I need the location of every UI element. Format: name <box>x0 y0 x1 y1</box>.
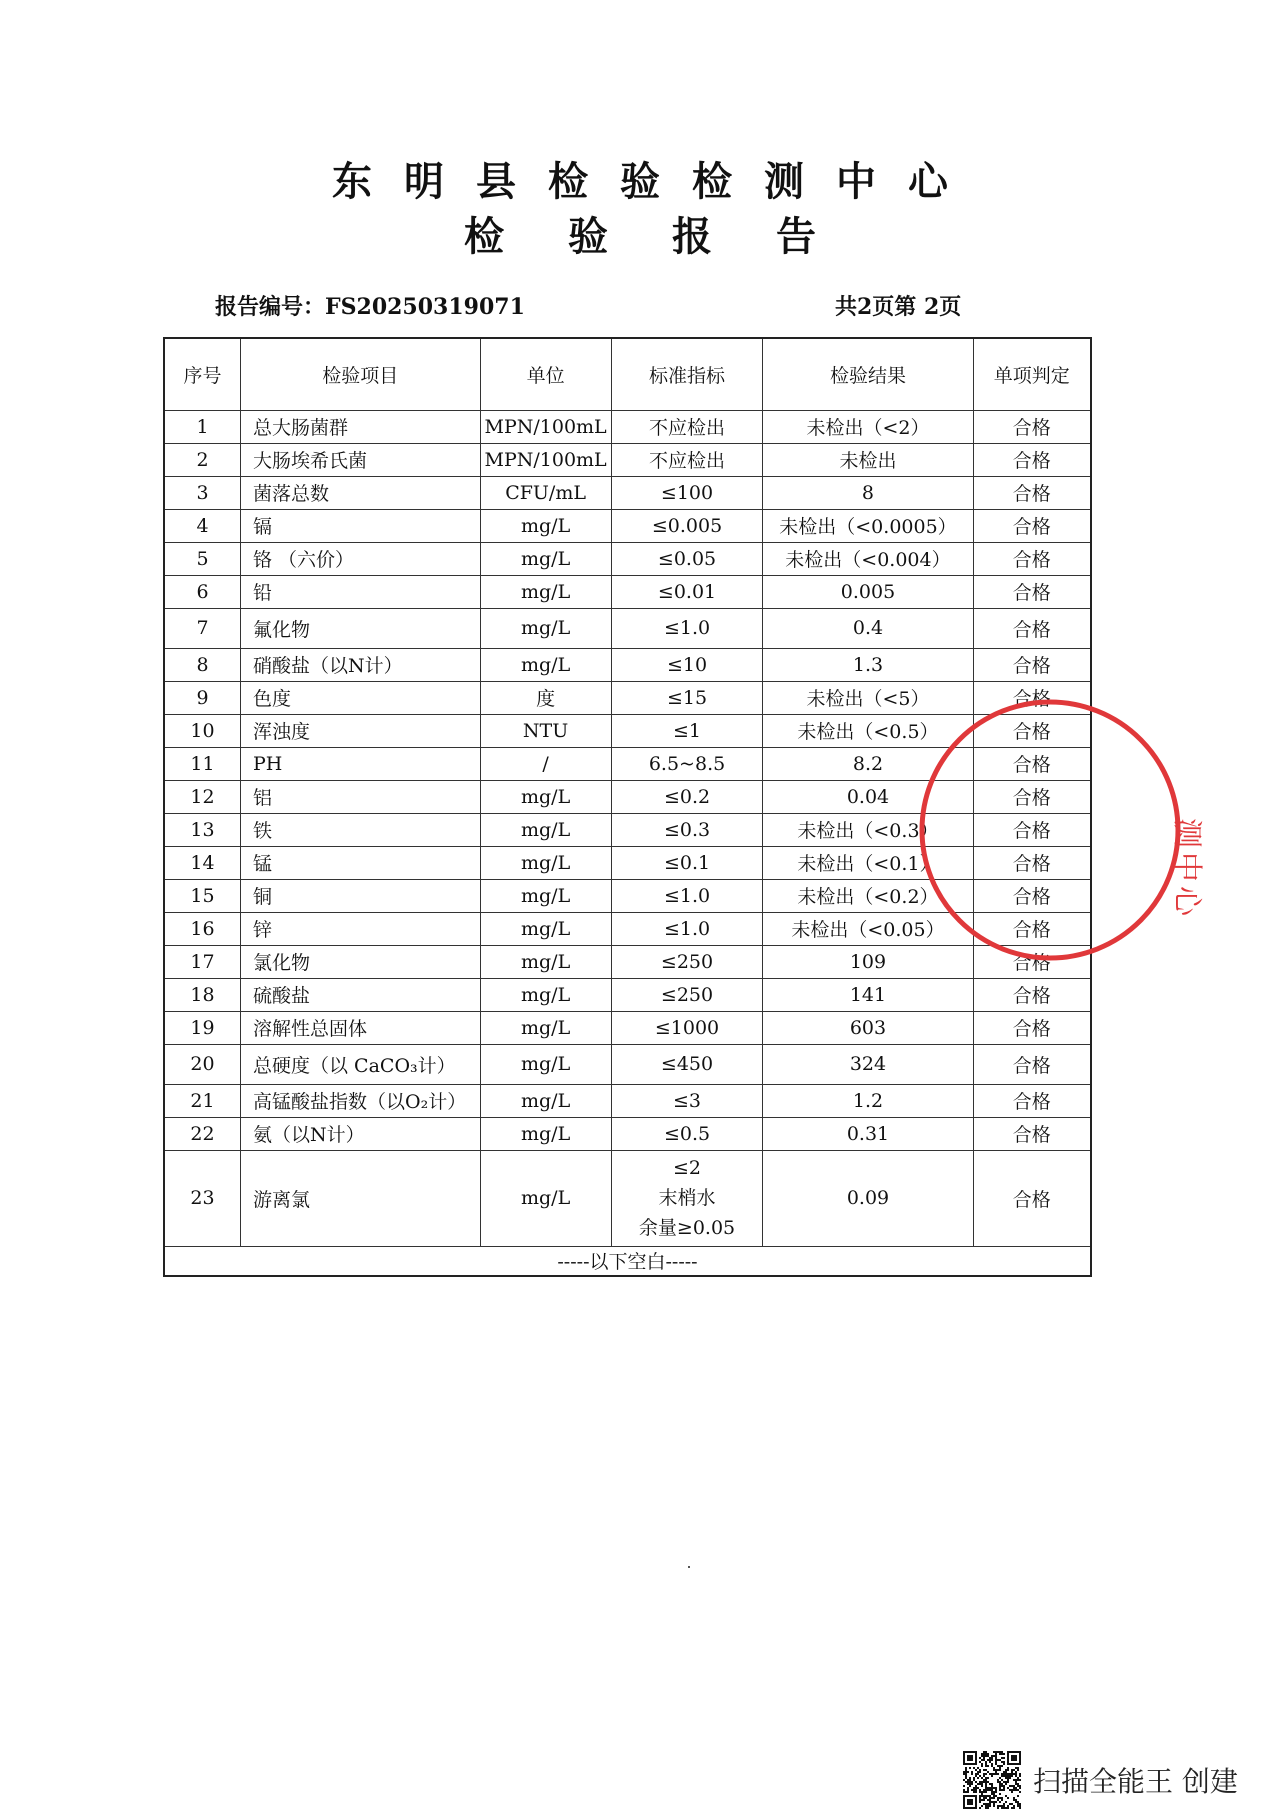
cell-item: 高锰酸盐指数（以O₂计） <box>241 1084 480 1117</box>
cell-verdict: 合格 <box>973 912 1091 945</box>
cell-unit: mg/L <box>480 509 611 542</box>
cell-result: 1.2 <box>763 1084 973 1117</box>
cell-unit: mg/L <box>480 912 611 945</box>
cell-standard: ≤0.5 <box>611 1117 763 1150</box>
cell-standard: 不应检出 <box>611 410 763 443</box>
cell-unit: mg/L <box>480 945 611 978</box>
cell-no: 20 <box>164 1044 241 1084</box>
table-end-row <box>164 1246 1091 1276</box>
cell-no: 11 <box>164 747 241 780</box>
col-header-unit: 单位 <box>480 338 611 410</box>
cell-unit: NTU <box>480 714 611 747</box>
cell-verdict: 合格 <box>973 714 1091 747</box>
cell-result: 未检出（<0.004） <box>763 542 973 575</box>
cell-no: 12 <box>164 780 241 813</box>
cell-result: 未检出（<0.1） <box>763 846 973 879</box>
cell-standard: ≤1.0 <box>611 879 763 912</box>
cell-item: 氨（以N计） <box>241 1117 480 1150</box>
cell-unit: mg/L <box>480 879 611 912</box>
cell-unit: MPN/100mL <box>480 410 611 443</box>
cell-standard: ≤1.0 <box>611 912 763 945</box>
cell-unit: mg/L <box>480 1084 611 1117</box>
cell-no: 17 <box>164 945 241 978</box>
table-row <box>164 813 1091 846</box>
cell-no: 1 <box>164 410 241 443</box>
cell-standard: ≤100 <box>611 476 763 509</box>
cell-verdict: 合格 <box>973 476 1091 509</box>
cell-result: 8.2 <box>763 747 973 780</box>
table-row <box>164 575 1091 608</box>
cell-verdict: 合格 <box>973 509 1091 542</box>
table-body <box>164 410 1091 1246</box>
cell-unit: mg/L <box>480 1011 611 1044</box>
doc-title: 检验报告 <box>464 214 880 260</box>
cell-item: 游离氯 <box>241 1150 480 1246</box>
cell-no: 7 <box>164 608 241 648</box>
cell-verdict: 合格 <box>973 410 1091 443</box>
cell-item: PH <box>241 747 480 780</box>
cell-verdict: 合格 <box>973 978 1091 1011</box>
cell-item: 氟化物 <box>241 608 480 648</box>
table-row <box>164 879 1091 912</box>
cell-item: 硝酸盐（以N计） <box>241 648 480 681</box>
cell-unit: mg/L <box>480 1150 611 1246</box>
cell-item: 铜 <box>241 879 480 912</box>
scanner-watermark <box>963 1752 1238 1808</box>
cell-item: 菌落总数 <box>241 476 480 509</box>
table-row <box>164 681 1091 714</box>
cell-item: 铁 <box>241 813 480 846</box>
cell-no: 4 <box>164 509 241 542</box>
seal-graphic <box>1110 735 1204 925</box>
cell-no: 13 <box>164 813 241 846</box>
cell-result: 未检出（<2） <box>763 410 973 443</box>
cell-no: 5 <box>164 542 241 575</box>
cell-verdict: 合格 <box>973 1117 1091 1150</box>
table-row <box>164 608 1091 648</box>
table-row <box>164 443 1091 476</box>
cell-verdict: 合格 <box>973 945 1091 978</box>
table-row <box>164 747 1091 780</box>
cell-verdict: 合格 <box>973 681 1091 714</box>
cell-item: 锰 <box>241 846 480 879</box>
table-row <box>164 410 1091 443</box>
table-row <box>164 846 1091 879</box>
cell-no: 23 <box>164 1150 241 1246</box>
cell-standard: ≤0.2 <box>611 780 763 813</box>
cell-standard: ≤0.3 <box>611 813 763 846</box>
cell-no: 6 <box>164 575 241 608</box>
table-row <box>164 476 1091 509</box>
table-row <box>164 780 1091 813</box>
table-header-row <box>164 338 1091 410</box>
cell-item: 铝 <box>241 780 480 813</box>
cell-standard: ≤450 <box>611 1044 763 1084</box>
table-row <box>164 1044 1091 1084</box>
cell-item: 锌 <box>241 912 480 945</box>
qr-code-icon <box>963 1751 1021 1809</box>
cell-verdict: 合格 <box>973 780 1091 813</box>
cell-no: 14 <box>164 846 241 879</box>
cell-item: 铅 <box>241 575 480 608</box>
cell-item: 大肠埃希氏菌 <box>241 443 480 476</box>
cell-no: 10 <box>164 714 241 747</box>
cell-result: 0.4 <box>763 608 973 648</box>
cell-item: 铬 （六价） <box>241 542 480 575</box>
cell-result: 141 <box>763 978 973 1011</box>
cell-standard: ≤1.0 <box>611 608 763 648</box>
cell-unit: mg/L <box>480 575 611 608</box>
cell-no: 22 <box>164 1117 241 1150</box>
cell-verdict: 合格 <box>973 608 1091 648</box>
cell-verdict: 合格 <box>973 747 1091 780</box>
cell-verdict: 合格 <box>973 648 1091 681</box>
cell-unit: MPN/100mL <box>480 443 611 476</box>
cell-no: 19 <box>164 1011 241 1044</box>
cell-result: 未检出（<0.0005） <box>763 509 973 542</box>
cell-standard: ≤250 <box>611 978 763 1011</box>
cell-unit: 度 <box>480 681 611 714</box>
cell-verdict: 合格 <box>973 879 1091 912</box>
standard-line: 末梢水 <box>658 1187 716 1209</box>
cell-item: 色度 <box>241 681 480 714</box>
col-header-standard: 标准指标 <box>611 338 763 410</box>
cell-verdict: 合格 <box>973 1084 1091 1117</box>
cell-result: 未检出（<0.2） <box>763 879 973 912</box>
table-row <box>164 1084 1091 1117</box>
cell-unit: mg/L <box>480 846 611 879</box>
cell-verdict: 合格 <box>973 1044 1091 1084</box>
cell-standard: ≤0.005 <box>611 509 763 542</box>
org-title: 东明县检验检测中心 <box>332 159 980 205</box>
cell-item: 总硬度（以 CaCO₃计） <box>241 1044 480 1084</box>
cell-result: 未检出（<0.05） <box>763 912 973 945</box>
cell-unit: mg/L <box>480 1044 611 1084</box>
cell-standard: ≤250 <box>611 945 763 978</box>
cell-standard: ≤3 <box>611 1084 763 1117</box>
cell-unit: mg/L <box>480 978 611 1011</box>
cell-result: 未检出 <box>763 443 973 476</box>
cell-no: 8 <box>164 648 241 681</box>
table-row <box>164 714 1091 747</box>
scan-speck <box>688 1566 690 1568</box>
table-row <box>164 978 1091 1011</box>
cell-no: 16 <box>164 912 241 945</box>
cell-result: 1.3 <box>763 648 973 681</box>
cell-unit: mg/L <box>480 1117 611 1150</box>
cell-result: 0.31 <box>763 1117 973 1150</box>
cell-verdict: 合格 <box>973 846 1091 879</box>
cell-unit: / <box>480 747 611 780</box>
cell-standard: ≤15 <box>611 681 763 714</box>
cell-item: 氯化物 <box>241 945 480 978</box>
table-row <box>164 542 1091 575</box>
cell-result: 8 <box>763 476 973 509</box>
cell-unit: mg/L <box>480 780 611 813</box>
cell-result: 未检出（<5） <box>763 681 973 714</box>
cell-result: 109 <box>763 945 973 978</box>
cell-result: 324 <box>763 1044 973 1084</box>
table-row <box>164 912 1091 945</box>
cell-verdict: 合格 <box>973 443 1091 476</box>
cell-no: 15 <box>164 879 241 912</box>
cell-item: 镉 <box>241 509 480 542</box>
table-row <box>164 1011 1091 1044</box>
cell-unit: mg/L <box>480 542 611 575</box>
cell-standard: ≤10 <box>611 648 763 681</box>
cell-unit: mg/L <box>480 608 611 648</box>
cell-no: 3 <box>164 476 241 509</box>
cell-standard: ≤0.05 <box>611 542 763 575</box>
standard-line: ≤2 <box>673 1157 702 1179</box>
col-header-item: 检验项目 <box>241 338 480 410</box>
cell-standard: ≤0.1 <box>611 846 763 879</box>
cell-standard: ≤1 <box>611 714 763 747</box>
cell-item: 溶解性总固体 <box>241 1011 480 1044</box>
cell-result: 0.09 <box>763 1150 973 1246</box>
cell-item: 总大肠菌群 <box>241 410 480 443</box>
cell-standard: ≤1000 <box>611 1011 763 1044</box>
table-row <box>164 945 1091 978</box>
table-row <box>164 1150 1091 1246</box>
report-number: 报告编号：FS20250319071 <box>215 294 525 320</box>
col-header-result: 检验结果 <box>763 338 973 410</box>
col-header-verdict: 单项判定 <box>973 338 1091 410</box>
cell-verdict: 合格 <box>973 1150 1091 1246</box>
cell-unit: mg/L <box>480 813 611 846</box>
cell-unit: CFU/mL <box>480 476 611 509</box>
cell-item: 浑浊度 <box>241 714 480 747</box>
cell-result: 未检出（<0.5） <box>763 714 973 747</box>
table-row <box>164 509 1091 542</box>
cell-no: 2 <box>164 443 241 476</box>
cell-standard: ≤0.01 <box>611 575 763 608</box>
cell-result: 未检出（<0.3） <box>763 813 973 846</box>
scanner-brand-text: 扫描全能王 创建 <box>1033 1765 1238 1798</box>
cell-no: 21 <box>164 1084 241 1117</box>
page-indicator: 共2页第 2页 <box>835 294 962 320</box>
cell-verdict: 合格 <box>973 542 1091 575</box>
table-row <box>164 648 1091 681</box>
cell-result: 0.04 <box>763 780 973 813</box>
report-table <box>163 337 1092 1277</box>
cell-verdict: 合格 <box>973 575 1091 608</box>
cell-verdict: 合格 <box>973 1011 1091 1044</box>
end-note: -----以下空白----- <box>164 1246 1091 1276</box>
cell-standard <box>611 1150 763 1246</box>
cell-result: 0.005 <box>763 575 973 608</box>
cell-item: 硫酸盐 <box>241 978 480 1011</box>
cell-no: 18 <box>164 978 241 1011</box>
seal-text: 测中心 <box>1169 818 1204 920</box>
cell-standard: 6.5~8.5 <box>611 747 763 780</box>
official-seal <box>1110 735 1204 925</box>
cell-verdict: 合格 <box>973 813 1091 846</box>
cell-result: 603 <box>763 1011 973 1044</box>
cell-no: 9 <box>164 681 241 714</box>
col-header-no: 序号 <box>164 338 241 410</box>
cell-standard: 不应检出 <box>611 443 763 476</box>
cell-unit: mg/L <box>480 648 611 681</box>
table-row <box>164 1117 1091 1150</box>
standard-line: 余量≥0.05 <box>638 1217 736 1239</box>
